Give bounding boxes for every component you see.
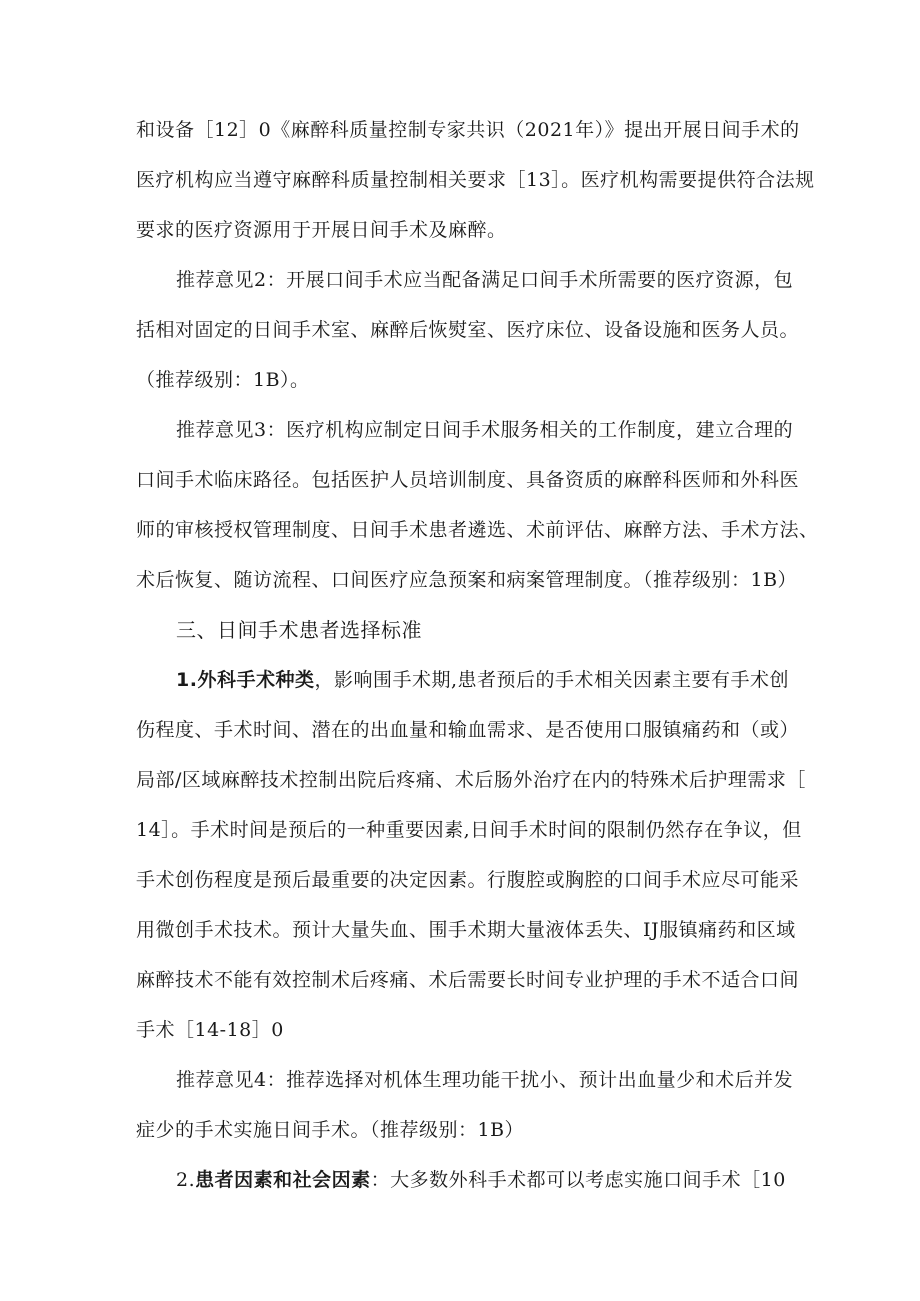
item-lead: 1.外科手术种类 (176, 669, 315, 691)
text-line: 14］。手术时间是预后的一种重要因素,日间手术时间的限制仍然存在争议，但 (136, 819, 802, 841)
text-line (176, 1167, 786, 1193)
text-line: 麻醉技术不能有效控制术后疼痛、术后需要长时间专业护理的手术不适合口间 (136, 969, 800, 991)
item-lead: 患者因素和社会因素 (195, 1169, 371, 1191)
text-line: 伤程度、手术时间、潜在的出血量和输血需求、是否使用口服镇痛药和（或） (136, 719, 800, 741)
text-line: 手术［14-18］0 (136, 1019, 284, 1041)
text-line (176, 667, 789, 693)
text-line: 和设备［12］0《麻醉科质量控制专家共识（2021年）》提出开展日间手术的 (136, 119, 800, 141)
text-line: 口间手术临床路径。包括医护人员培训制度、具备资质的麻醉科医师和外科医 (136, 469, 800, 491)
text-line: 医疗机构应当遵守麻醉科质量控制相关要求［13］。医疗机构需要提供符合法规 (136, 169, 815, 191)
text-line: 推荐意见4：推荐选择对机体生理功能干扰小、预计出血量少和术后并发 (176, 1069, 794, 1091)
text-line: 手术创伤程度是预后最重要的决定因素。行腹腔或胸腔的口间手术应尽可能采 (136, 869, 800, 891)
item-text: ：大多数外科手术都可以考虑实施口间手术［10 (370, 1169, 786, 1191)
text-line: 用微创手术技术。预计大量失血、围手术期大量液体丢失、IJ服镇痛药和区域 (136, 919, 796, 941)
text-line: 推荐意见2：开展口间手术应当配备满足口间手术所需要的医疗资源，包 (176, 269, 794, 291)
section-heading: 三、日间手术患者选择标准 (176, 618, 422, 642)
text-line: 师的审核授权管理制度、日间手术患者遴选、术前评估、麻醉方法、手术方法、 (136, 519, 819, 541)
text-line: 术后恢复、随访流程、口间医疗应急预案和病案管理制度。（推荐级别：1B） (136, 569, 798, 591)
text-line: 局部/区域麻醉技术控制出院后疼痛、术后肠外治疗在内的特殊术后护理需求［ (136, 769, 806, 791)
item-number: 2. (176, 1169, 196, 1191)
text-line: （推荐级别：1B）。 (136, 369, 310, 391)
text-line: 括相对固定的日间手术室、麻醉后恢熨室、医疗床位、设备设施和医务人员。 (136, 319, 800, 341)
text-line: 症少的手术实施日间手术。（推荐级别：1B） (136, 1119, 525, 1141)
text-line: 推荐意见3：医疗机构应制定日间手术服务相关的工作制度，建立合理的 (176, 419, 794, 441)
text-line: 要求的医疗资源用于开展日间手术及麻醉。 (136, 219, 507, 241)
item-text: ，影响围手术期,患者预后的手术相关因素主要有手术创 (314, 669, 789, 691)
